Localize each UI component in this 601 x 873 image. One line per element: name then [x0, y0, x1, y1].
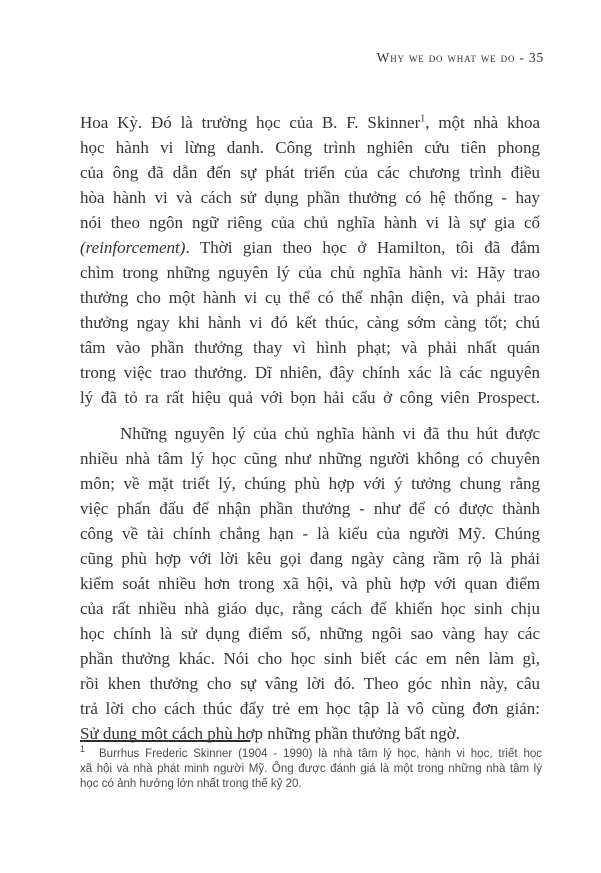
text-segment: nói theo ngôn ngữ riêng của chủ nghĩa hành vi là sự gia cố: [80, 213, 540, 232]
text-line: [80, 335, 540, 360]
text-segment: phần thưởng khác. Nói cho học sinh biết các em nên làm gì,: [80, 649, 540, 668]
text-line: [80, 646, 540, 671]
text-line: [80, 496, 540, 521]
running-header: Why we do what we do - 35: [376, 50, 544, 65]
text-segment: cũng phù hợp với lời kêu gọi đang ngày càng rầm rộ là phải: [80, 549, 540, 568]
text-line: [80, 621, 540, 646]
text-segment: của rất nhiều nhà giáo dục, rằng cách để khiến học sinh chịu: [80, 599, 540, 618]
text-line: [80, 421, 540, 446]
text-line: [80, 385, 540, 410]
text-segment: học chính là sử dụng điểm số, những ngôi sao vàng hay các: [80, 624, 540, 643]
body-text: [80, 110, 540, 746]
text-line: [80, 235, 540, 260]
text-line: [80, 160, 540, 185]
text-line: [80, 571, 540, 596]
text-line: [80, 310, 540, 335]
text-segment: . Thời gian theo học ở Hamilton, tôi đã đắm: [185, 238, 540, 257]
text-segment: kiểm soát nhiều hơn trong xã hội, và phù hợp với quan điểm: [80, 574, 540, 593]
footnote-text: [80, 744, 542, 792]
paragraph: [80, 110, 540, 410]
text-line: [80, 596, 540, 621]
text-segment: ): [179, 238, 186, 257]
text-segment: nhiều nhà tâm lý học cũng như những người không có chuyên: [80, 449, 540, 468]
text-segment: môn; về mặt triết lý, chúng phù hợp với ý tưởng chung rằng: [80, 474, 540, 493]
text-segment: Hoa Kỳ. Đó là trường học của B. F. Skinner: [80, 113, 421, 132]
text-segment: của ông đã dẫn đến sự phát triển của các chương trình điều: [80, 163, 540, 182]
text-line: [80, 135, 540, 160]
text-segment: Sử dụng một cách phù hợp những phần thưởng bất ngờ.: [80, 724, 460, 743]
text-line: [80, 285, 540, 310]
text-line: [80, 185, 540, 210]
text-segment: reinforcement: [85, 238, 180, 257]
text-segment: học hành vi lừng danh. Công trình nghiên cứu tiên phong: [80, 138, 540, 157]
text-line: [80, 260, 540, 285]
footnote-marker: 1: [420, 113, 426, 125]
text-segment: , một nhà khoa: [425, 113, 540, 132]
text-line: [80, 762, 542, 777]
text-segment: công về tài chính chẳng hạn - là kiểu của người Mỹ. Chúng: [80, 524, 540, 543]
text-line: [80, 110, 540, 135]
text-segment: tâm vào phần thưởng thay vì hình phạt; và phải nhất quán: [80, 338, 540, 357]
text-segment: thưởng cho một hành vi cụ thể có thể nhận diện, và phải trao: [80, 288, 540, 307]
text-line: [80, 521, 540, 546]
text-line: [80, 546, 540, 571]
text-segment: lý đã tỏ ra rất hiệu quả với bọn hải cẩu ở công viên Prospect.: [80, 388, 540, 407]
footnote: [80, 740, 542, 792]
text-segment: xã hội và nhà phát minh người Mỹ. Ông được đánh giá là một trong những nhà tâm lý: [80, 763, 542, 775]
text-line: [80, 696, 540, 721]
text-segment: trả lời cho cách thúc đẩy trẻ em học tập là vô cùng đơn giản:: [80, 699, 540, 718]
text-segment: Burrhus Frederic Skinner (1904 - 1990) là nhà tâm lý học, hành vi học, triết học: [99, 748, 542, 760]
text-segment: Những nguyên lý của chủ nghĩa hành vi đã thu hút được: [120, 424, 540, 443]
paragraph: [80, 421, 540, 746]
text-segment: chìm trong những nguyên lý của chủ nghĩa hành vi: Hãy trao: [80, 263, 540, 282]
text-segment: thưởng ngay khi hành vi đó kết thúc, càng sớm càng tốt; chú: [80, 313, 540, 332]
text-line: [80, 210, 540, 235]
text-segment: hòa hành vi và cách sử dụng phần thưởng có hệ thống - hay: [80, 188, 540, 207]
footnote-divider: [80, 740, 250, 742]
text-segment: rồi khen thưởng cho sự vâng lời đó. Theo góc nhìn này, câu: [80, 674, 540, 693]
text-segment: học có ảnh hưởng lớn nhất trong thế kỷ 20.: [80, 778, 302, 790]
footnote-marker: 1: [80, 744, 86, 755]
text-segment: việc phấn đấu để nhận phần thưởng - như để có được thành: [80, 499, 540, 518]
text-line: [80, 777, 542, 792]
text-line: [80, 671, 540, 696]
text-line: [80, 744, 542, 762]
text-line: [80, 446, 540, 471]
text-line: [80, 360, 540, 385]
text-segment: (: [80, 238, 86, 257]
text-segment: trong việc trao thưởng. Dĩ nhiên, đây chính xác là các nguyên: [80, 363, 540, 382]
text-line: [80, 471, 540, 496]
